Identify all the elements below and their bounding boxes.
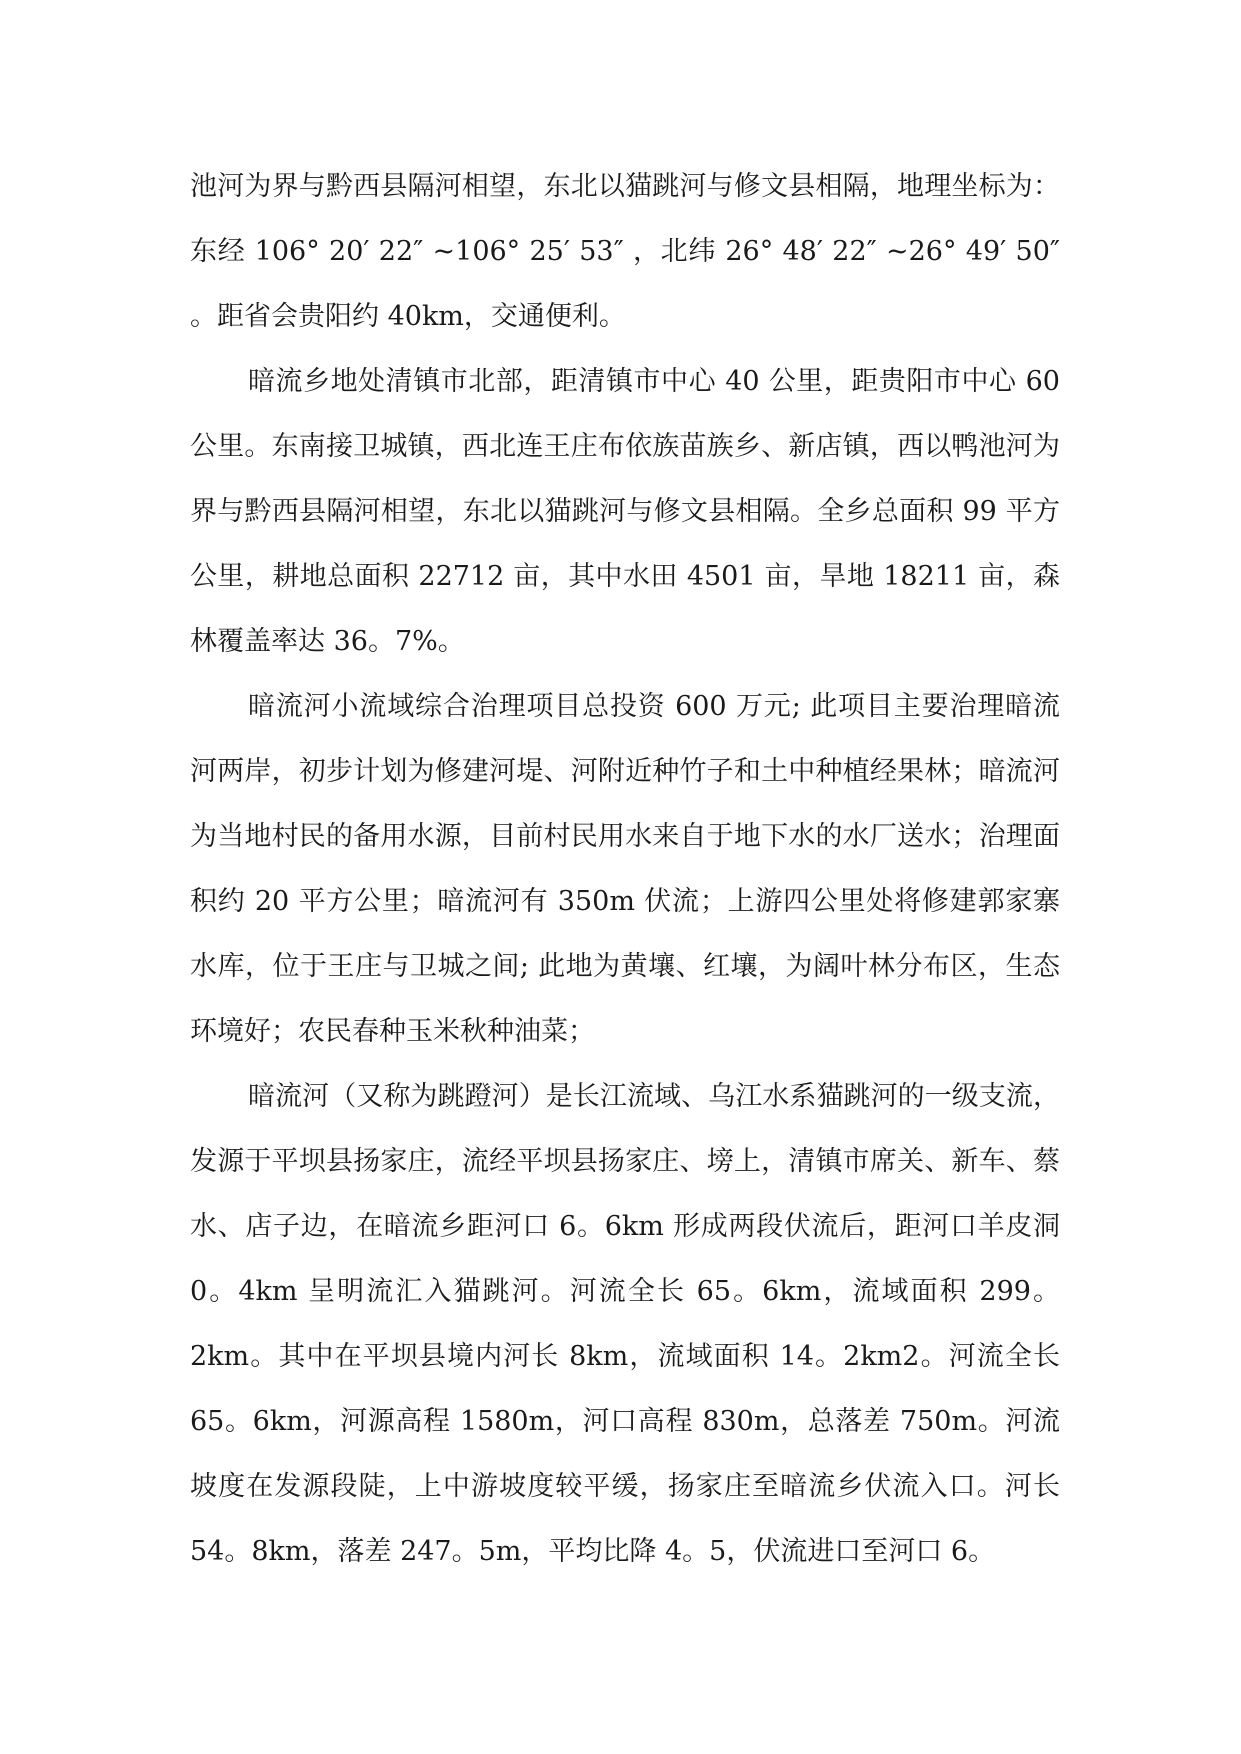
paragraph-location-coordinates: 池河为界与黔西县隔河相望，东北以猫跳河与修文县相隔，地理坐标为：东经 106° 20′ 22″ ~106° 25′ 53″ ，北纬 26° 48′ 22″ ~26° 49′ 50″ 。距省会贵阳约 40km，交通便利。 xyxy=(190,171,1060,332)
paragraph-river-description: 暗流河（又称为跳蹬河）是长江流域、乌江水系猫跳河的一级支流，发源于平坝县扬家庄，流经平坝县扬家庄、塝上，清镇市席关、新车、蔡水、店子边，在暗流乡距河口 6。6km 形成两段伏流后，距河口羊皮洞 0。4km 呈明流汇入猫跳河。河流全长 65。6km，流域面积 299。2km。其中在平坝县境内河长 8km，流域面积 14。2km2。河流全长 65。6km，河源高程 1580m，河口高程 830m，总落差 750m。河流坡度在发源段陡，上中游坡度较平缓，扬家庄至暗流乡伏流入口。河长 54。8km，落差 247。5m，平均比降 4。5，伏流进口至河口 6。 xyxy=(190,1081,1060,1567)
paragraph-township-overview: 暗流乡地处清镇市北部，距清镇市中心 40 公里，距贵阳市中心 60 公里。东南接卫城镇，西北连王庄布依族苗族乡、新店镇，西以鸭池河为界与黔西县隔河相望，东北以猫跳河与修文县相隔。全乡总面积 99 平方公里，耕地总面积 22712 亩，其中水田 4501 亩，旱地 18211 亩，森林覆盖率达 36。7%。 xyxy=(190,366,1060,657)
body-text xyxy=(190,154,1060,1584)
paragraph-watershed-project: 暗流河小流域综合治理项目总投资 600 万元; 此项目主要治理暗流河两岸，初步计划为修建河堤、河附近种竹子和土中种植经果林；暗流河为当地村民的备用水源，目前村民用水来自于地下水的水厂送水；治理面积约 20 平方公里；暗流河有 350m 伏流；上游四公里处将修建郭家寨水库，位于王庄与卫城之间; 此地为黄壤、红壤，为阔叶林分布区，生态环境好；农民春种玉米秋种油菜； xyxy=(190,691,1060,1047)
